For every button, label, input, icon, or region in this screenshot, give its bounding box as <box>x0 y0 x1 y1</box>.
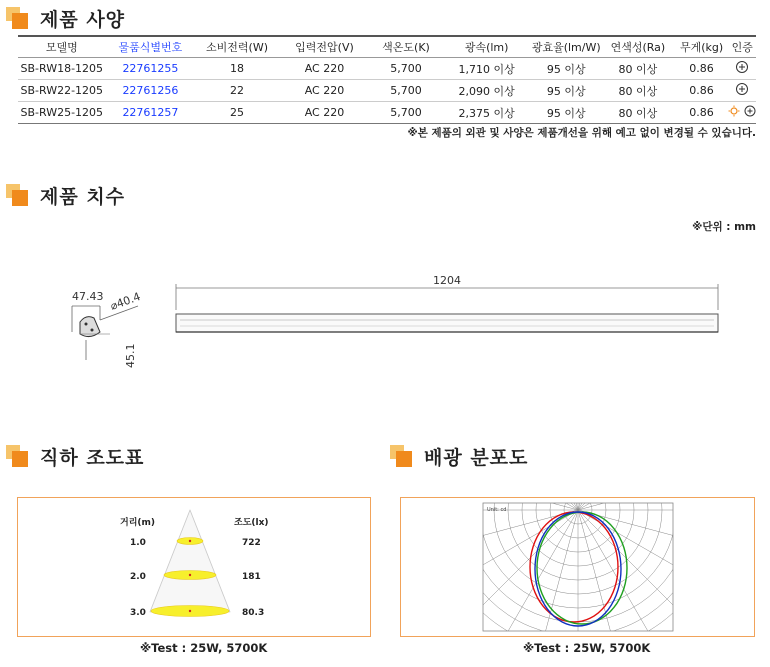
col-header: 소비전력(W) <box>195 36 278 58</box>
spec-disclaimer: ※본 제품의 외관 및 사양은 제품개선을 위해 예고 없이 변경될 수 있습니다. <box>407 127 756 139</box>
distance-value: 2.0 <box>130 572 146 582</box>
power-cell: 25 <box>195 102 278 124</box>
table-row <box>18 80 756 102</box>
color-temp-cell: 5,700 <box>370 58 442 80</box>
col-header: 입력전압(V) <box>279 36 370 58</box>
efficacy-cell: 95 이상 <box>531 80 601 102</box>
illuminance-panel <box>17 497 371 637</box>
section-bullet-icon <box>6 7 28 29</box>
col-header: 연색성(Ra) <box>601 36 675 58</box>
dist-test-note: ※Test : 25W, 5700K <box>523 641 651 655</box>
side-view-drawing <box>176 274 718 332</box>
model-cell: SB-RW22-1205 <box>18 80 106 102</box>
diameter-label: ⌀40.4 <box>108 289 143 313</box>
illum-test-note: ※Test : 25W, 5700K <box>140 641 268 655</box>
color-temp-cell: 5,700 <box>370 80 442 102</box>
voltage-cell: AC 220 <box>279 102 370 124</box>
dim-title: 제품 치수 <box>40 185 126 208</box>
distribution-panel <box>400 497 755 637</box>
lux-value: 722 <box>242 538 261 548</box>
cert-cell <box>728 58 756 80</box>
dimension-drawing <box>0 270 770 380</box>
distance-value: 3.0 <box>130 608 146 618</box>
unit-note: ※단위 : mm <box>692 221 756 233</box>
lux-header: 조도(lx) <box>234 518 269 528</box>
efficacy-cell: 95 이상 <box>531 58 601 80</box>
spec-table <box>18 35 756 124</box>
cri-cell: 80 이상 <box>601 102 675 124</box>
distance-value: 1.0 <box>130 538 146 548</box>
spec-header-row <box>18 36 756 58</box>
cert-cell <box>728 102 756 124</box>
model-cell: SB-RW25-1205 <box>18 102 106 124</box>
col-header: 광속(lm) <box>442 36 532 58</box>
cri-cell: 80 이상 <box>601 58 675 80</box>
ks-cert-icon <box>735 82 749 96</box>
distance-header: 거리(m) <box>120 518 155 528</box>
lumen-cell: 2,090 이상 <box>442 80 532 102</box>
table-row <box>18 58 756 80</box>
cross-section-drawing <box>72 290 142 368</box>
weight-cell: 0.86 <box>675 58 729 80</box>
cert-cell <box>728 80 756 102</box>
weight-cell: 0.86 <box>675 102 729 124</box>
model-cell: SB-RW18-1205 <box>18 58 106 80</box>
spec-section-title <box>6 3 125 33</box>
color-temp-cell: 5,700 <box>370 102 442 124</box>
polar-unit-label: Unit: cd <box>487 507 507 513</box>
ks-cert-icon <box>744 105 756 117</box>
col-header: 물품식별번호 <box>106 36 196 58</box>
power-cell: 18 <box>195 58 278 80</box>
length-label: 1204 <box>433 274 461 287</box>
item-code-link[interactable]: 22761256 <box>106 80 196 102</box>
lumen-cell: 1,710 이상 <box>442 58 532 80</box>
weight-cell: 0.86 <box>675 80 729 102</box>
illum-section-title <box>6 441 144 471</box>
power-cell: 22 <box>195 80 278 102</box>
section-bullet-icon <box>6 445 28 467</box>
illuminance-cone-chart <box>18 498 370 636</box>
col-header: 색온도(K) <box>370 36 442 58</box>
col-header: 인증 <box>728 36 756 58</box>
voltage-cell: AC 220 <box>279 58 370 80</box>
cri-cell: 80 이상 <box>601 80 675 102</box>
lumen-cell: 2,375 이상 <box>442 102 532 124</box>
lux-value: 80.3 <box>242 608 265 618</box>
col-header: 광효율(lm/W) <box>531 36 601 58</box>
voltage-cell: AC 220 <box>279 80 370 102</box>
energy-cert-icon <box>728 105 740 117</box>
width-label: 47.43 <box>72 290 104 303</box>
illum-title: 직하 조도표 <box>40 446 145 469</box>
efficacy-cell: 95 이상 <box>531 102 601 124</box>
item-code-link[interactable]: 22761257 <box>106 102 196 124</box>
ks-cert-icon <box>735 60 749 74</box>
section-bullet-icon <box>6 184 28 206</box>
section-bullet-icon <box>390 445 412 467</box>
col-header: 모델명 <box>18 36 106 58</box>
spec-title: 제품 사양 <box>40 8 126 31</box>
item-code-link[interactable]: 22761255 <box>106 58 196 80</box>
dist-title: 배광 분포도 <box>424 446 529 469</box>
lux-value: 181 <box>242 572 261 582</box>
dim-section-title <box>6 180 125 210</box>
polar-distribution-chart <box>401 498 754 636</box>
height-label: 45.1 <box>124 343 137 368</box>
table-row <box>18 102 756 124</box>
dist-section-title <box>390 441 528 471</box>
col-header: 무게(kg) <box>675 36 729 58</box>
